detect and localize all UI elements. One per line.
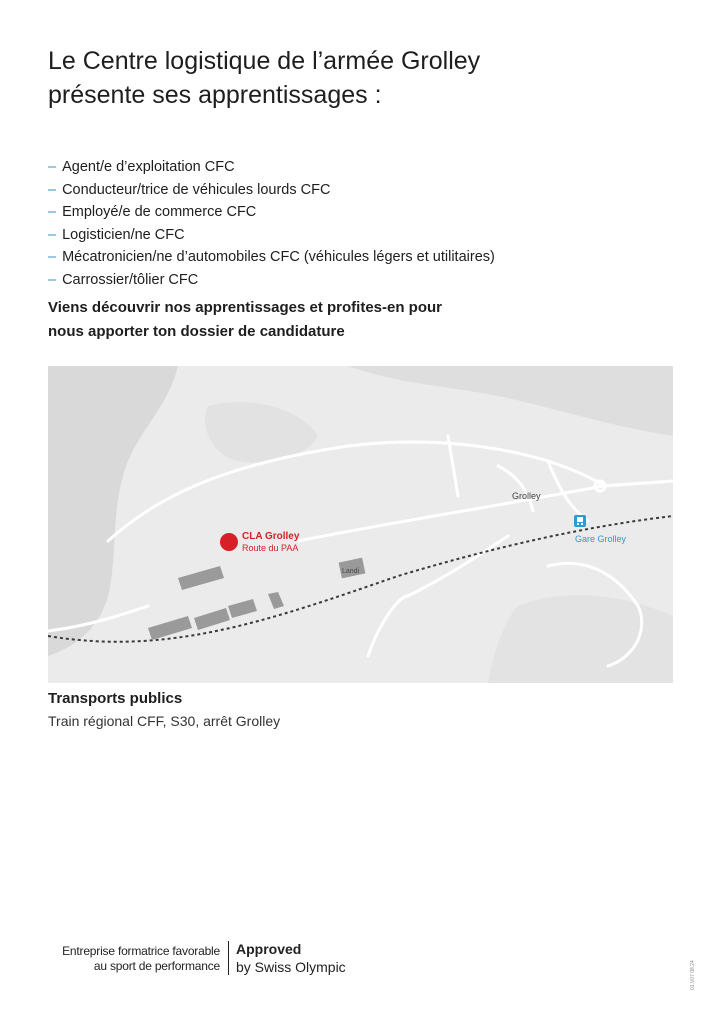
forest-area-left: [48, 366, 178, 656]
dash-icon: –: [48, 204, 57, 221]
train-station-icon-wheel-right: [581, 523, 583, 525]
swiss-olympic-logo: [236, 940, 346, 976]
location-street-label: Route du PAA: [242, 543, 299, 553]
building-4: [228, 599, 257, 618]
dash-icon: –: [48, 226, 57, 243]
list-item-label: Logisticien/ne CFC: [62, 226, 185, 243]
transport-text: Train régional CFF, S30, arrêt Grolley: [48, 713, 281, 729]
list-item-label: Carrossier/tôlier CFC: [62, 271, 199, 288]
list-item: [48, 246, 495, 269]
logo-line-1: Approved: [236, 941, 302, 957]
footer-claim-line-2: au sport de performance: [93, 959, 220, 973]
page-title-line-2: présente ses apprentissages :: [48, 81, 382, 109]
footer-divider: [228, 941, 229, 975]
location-map[interactable]: [48, 366, 673, 683]
station-label: Gare Grolley: [575, 534, 627, 544]
dash-icon: –: [48, 181, 57, 198]
list-item-label: Mécatronicien/ne d’automobiles CFC (véhicules légers et utilitaires): [62, 249, 495, 266]
building-landi-label: Landi: [342, 568, 360, 575]
dash-icon: –: [48, 159, 57, 175]
list-item: [48, 179, 495, 202]
page-title: [48, 44, 668, 112]
list-item: [48, 269, 495, 292]
train-station-icon-wheel-left: [577, 523, 579, 525]
list-item-label: Agent/e d’exploitation CFC: [62, 159, 235, 175]
dash-icon: –: [48, 271, 57, 288]
road-south-2: [368, 596, 408, 656]
list-item-label: Employé/e de commerce CFC: [62, 204, 257, 221]
footer-claim-line-1: Entreprise formatrice favorable: [62, 944, 220, 958]
transport-heading: Transports publics: [48, 690, 183, 707]
road-south: [408, 536, 508, 596]
document-code: 01.V07 08.24: [690, 960, 696, 990]
forest-area-top: [348, 366, 673, 436]
invitation-line-1: Viens découvrir nos apprentissages et profites-en pour: [48, 299, 442, 316]
map-canvas: [48, 366, 673, 683]
apprenticeship-list: [48, 156, 495, 292]
town-label: Grolley: [512, 491, 541, 501]
road-to-station: [298, 486, 603, 541]
list-item: [48, 156, 495, 179]
page-title-line-1: Le Centre logistique de l’armée Grolley: [48, 47, 481, 75]
list-item: [48, 201, 495, 224]
logo-line-2: by Swiss Olympic: [236, 959, 346, 975]
building-5: [268, 592, 284, 609]
invitation-text: [48, 296, 668, 344]
list-item-label: Conducteur/trice de véhicules lourds CFC: [62, 181, 331, 198]
location-pin-icon: [220, 533, 238, 551]
terrain-bottom-right: [488, 595, 673, 683]
location-name-label: CLA Grolley: [242, 531, 300, 542]
invitation-line-2: nous apporter ton dossier de candidature: [48, 323, 345, 340]
list-item: [48, 224, 495, 247]
train-station-icon-window: [577, 517, 583, 522]
footer-claim: [48, 944, 220, 974]
dash-icon: –: [48, 249, 57, 266]
building-1: [178, 566, 224, 590]
building-3: [194, 608, 230, 630]
road-grolley-east: [603, 481, 673, 486]
